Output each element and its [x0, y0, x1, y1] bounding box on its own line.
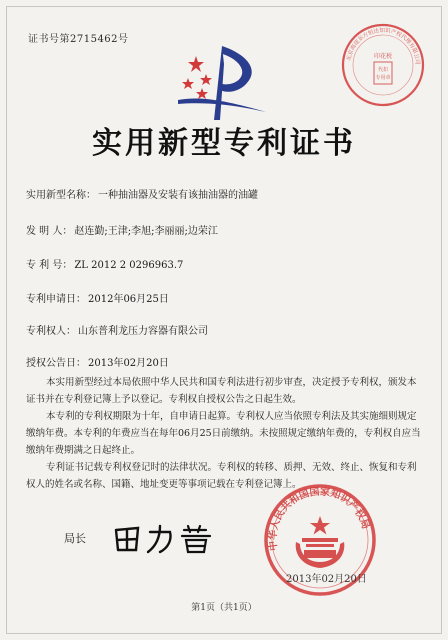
patentee-value: 山东普利龙压力容器有限公司: [78, 326, 208, 337]
document-title: 实用新型专利证书: [92, 126, 356, 161]
svg-text:代扣: 代扣: [377, 67, 389, 73]
agency-tax-seal-icon: [340, 22, 426, 108]
inventor-row: [26, 222, 218, 237]
page-footer: 第1页（共1页）: [191, 603, 257, 613]
patent-number-label: 专 利 号：: [26, 260, 73, 271]
seal-date: 2013年02月20日: [286, 574, 367, 585]
patent-number-row: [26, 256, 183, 271]
utility-model-name-row: [26, 186, 258, 201]
grant-date-row: [26, 354, 169, 369]
sipo-logo-icon: [174, 40, 270, 124]
filing-date-value: 2012年06月25日: [88, 294, 169, 305]
svg-text:专用章: 专用章: [375, 75, 391, 81]
patentee-row: [26, 322, 208, 337]
body-paragraph: 专利证书记载专利权登记时的法律状况。专利权的转移、质押、无效、终止、恢复和专利权人的姓名或名称、国籍、地址变更等事项记载在专利登记簿上。: [26, 462, 417, 490]
filing-date-label: 专利申请日：: [26, 294, 86, 305]
grant-date-label: 授权公告日：: [26, 358, 86, 369]
utility-model-name-label: 实用新型名称：: [26, 190, 96, 201]
svg-text:印花税: 印花税: [373, 53, 393, 60]
director-signature-icon: [110, 522, 220, 556]
patentee-label: 专利权人：: [26, 326, 76, 337]
filing-date-row: [26, 290, 169, 305]
inventor-value: 赵连勤;王津;李旭;李丽丽;边荣江: [74, 226, 218, 237]
utility-model-name-value: 一种抽油器及安装有该抽油器的油罐: [98, 190, 258, 201]
certificate-number: 证书号第2715462号: [28, 34, 129, 45]
patent-number-value: ZL 2012 2 0296963.7: [74, 260, 184, 271]
body-paragraph: 本实用新型经过本局依照中华人民共和国专利法进行初步审查，决定授予专利权，颁发本证书并在专利登记簿上予以登记。专利权自授权公告之日起生效。: [26, 377, 417, 405]
director-label: 局长: [64, 532, 86, 545]
grant-date-value: 2013年02月20日: [88, 358, 169, 369]
certificate-body: [26, 374, 422, 493]
svg-text:中华人民共和国国家知识产权局: 中华人民共和国国家知识产权局: [267, 486, 371, 552]
inventor-label: 发 明 人：: [26, 226, 73, 237]
svg-text:北京海淀东方恒达知识产权代理有限公司: 北京海淀东方恒达知识产权代理有限公司: [346, 27, 421, 65]
body-paragraph: 本专利的专利权期限为十年，自申请日起算。专利权人应当依照专利法及其实施细则规定缴纳年费。本专利的年费应当在每年06月25日前缴纳。未按照规定缴纳年费的，专利权自应当缴纳年费期满之日起终止。: [26, 411, 421, 456]
